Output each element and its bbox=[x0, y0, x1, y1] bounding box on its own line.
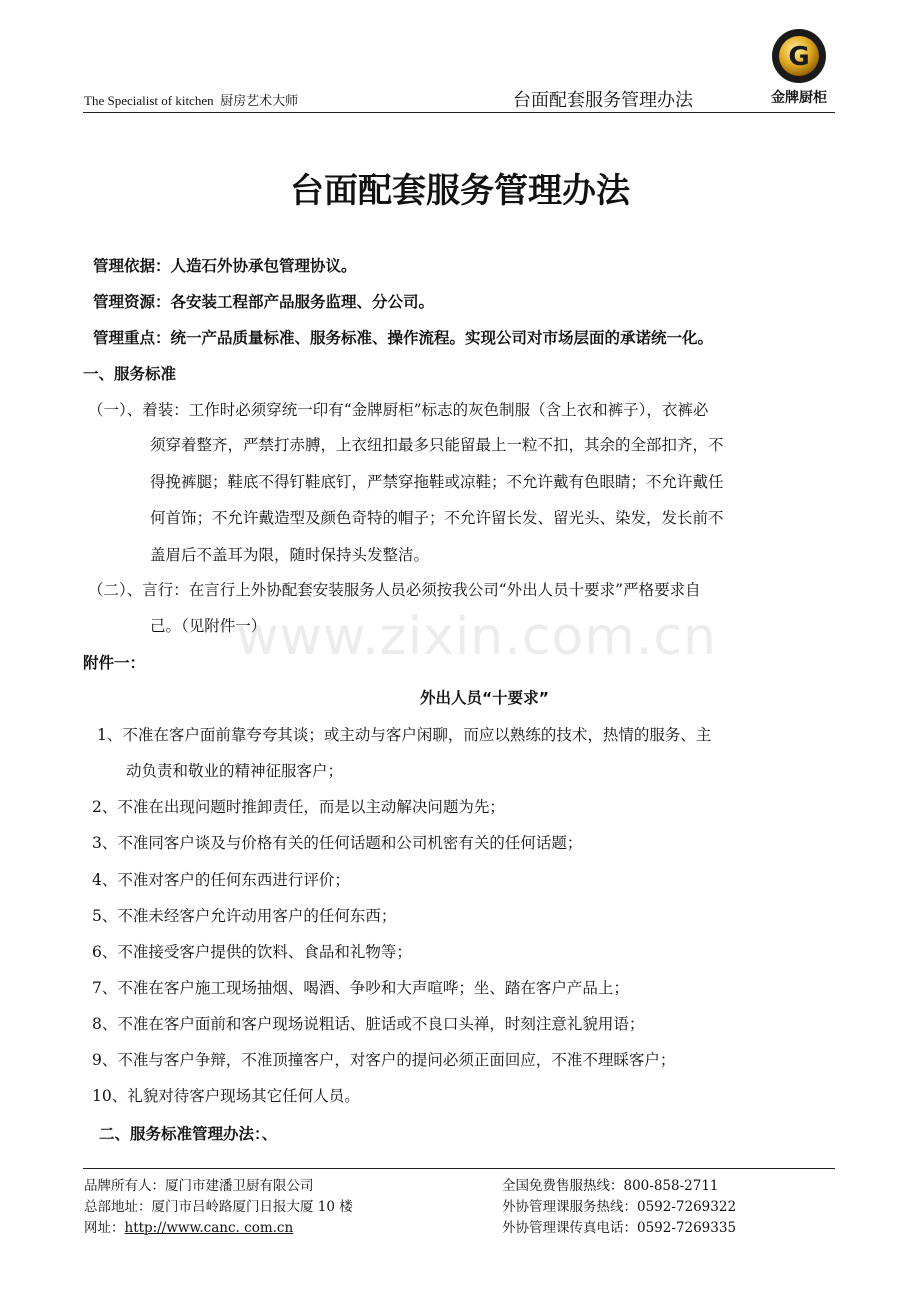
footer-fax: 外协管理课传真电话：0592-7269335 bbox=[502, 1220, 737, 1236]
intro-resources: 管理资源：各安装工程部产品服务监理、分公司。 bbox=[93, 293, 435, 311]
footer-website-label: 网址： bbox=[84, 1220, 125, 1236]
brand-logo bbox=[764, 26, 834, 106]
header-doc-title: 台面配套服务管理办法 bbox=[513, 90, 693, 111]
logo-letter: G bbox=[788, 42, 810, 72]
rule-item: 6、不准接受客户提供的饮料、食品和礼物等； bbox=[92, 943, 412, 961]
page-title: 台面配套服务管理办法 bbox=[290, 171, 630, 211]
rule-item: 5、不准未经客户允许动用客户的任何东西； bbox=[92, 907, 397, 925]
attachment-title: 外出人员“十要求” bbox=[420, 689, 549, 707]
intro-focus: 管理重点：统一产品质量标准、服务标准、操作流程。实现公司对市场层面的承诺统一化。 bbox=[93, 329, 714, 347]
section2-heading: 二、服务标准管理办法：、 bbox=[99, 1125, 278, 1143]
footer-owner: 品牌所有人：厦门市建潘卫厨有限公司 bbox=[84, 1178, 314, 1194]
footer-divider bbox=[83, 1168, 835, 1169]
item1-line: （一）、着装：工作时必须穿统一印有“金牌厨柜”标志的灰色制服（含上衣和裤子），衣裤必 bbox=[88, 401, 709, 419]
item2-line: 己。（见附件一） bbox=[150, 617, 267, 635]
header-divider bbox=[83, 112, 835, 113]
header-tagline-cn: 厨房艺术大师 bbox=[220, 93, 299, 108]
rule-item: 8、不准在客户面前和客户现场说粗话、脏话或不良口头禅，时刻注意礼貌用语； bbox=[92, 1015, 645, 1033]
rule-item: 9、不准与客户争辩，不准顶撞客户，对客户的提问必须正面回应，不准不理睬客户； bbox=[92, 1051, 676, 1069]
attachment-label: 附件一： bbox=[83, 654, 146, 672]
footer-website bbox=[84, 1216, 293, 1236]
rule-item: 10、礼貌对待客户现场其它任何人员。 bbox=[92, 1087, 360, 1105]
rule-item: 1、不准在客户面前靠夸夸其谈；或主动与客户闲聊，而应以熟练的技术，热情的服务、主 bbox=[97, 726, 712, 744]
rule-item: 7、不准在客户施工现场抽烟、喝酒、争吵和大声喧哗；坐、踏在客户产品上； bbox=[92, 979, 629, 997]
rule-item: 3、不准同客户谈及与价格有关的任何话题和公司机密有关的任何话题； bbox=[92, 834, 583, 852]
watermark: www.zixin.com.cn bbox=[236, 607, 717, 667]
footer-hotline: 全国免费售服热线：800-858-2711 bbox=[502, 1178, 719, 1194]
item1-line: 何首饰；不允许戴造型及颜色奇特的帽子；不允许留长发、留光头、染发，发长前不 bbox=[150, 509, 724, 527]
rule-item: 4、不准对客户的任何东西进行评价； bbox=[92, 871, 350, 889]
footer-service-line: 外协管理课服务热线：0592-7269322 bbox=[502, 1199, 737, 1215]
rule-item: 动负责和敬业的精神征服客户； bbox=[126, 762, 344, 780]
footer-address: 总部地址：厦门市吕岭路厦门日报大厦 10 楼 bbox=[84, 1199, 353, 1215]
footer-website-link[interactable]: http://www.canc. com.cn bbox=[124, 1220, 294, 1236]
rule-item: 2、不准在出现问题时推卸责任，而是以主动解决问题为先； bbox=[92, 798, 505, 816]
item1-line: 盖眉后不盖耳为限，随时保持头发整洁。 bbox=[150, 546, 430, 564]
brand-logo-icon bbox=[764, 26, 834, 106]
section1-heading: 一、服务标准 bbox=[83, 365, 177, 383]
intro-basis: 管理依据：人造石外协承包管理协议。 bbox=[93, 257, 357, 275]
item1-line: 须穿着整齐，严禁打赤膊，上衣纽扣最多只能留最上一粒不扣，其余的全部扣齐，不 bbox=[150, 436, 724, 454]
item2-line: （二）、言行：在言行上外协配套安装服务人员必须按我公司“外出人员十要求”严格要求自 bbox=[88, 581, 701, 599]
item1-line: 得挽裤腿；鞋底不得钉鞋底钉，严禁穿拖鞋或凉鞋；不允许戴有色眼睛；不允许戴任 bbox=[150, 473, 724, 491]
header-tagline bbox=[84, 90, 298, 109]
logo-text: 金牌厨柜 bbox=[771, 90, 827, 106]
header-tagline-en: The Specialist of kitchen bbox=[84, 93, 214, 108]
